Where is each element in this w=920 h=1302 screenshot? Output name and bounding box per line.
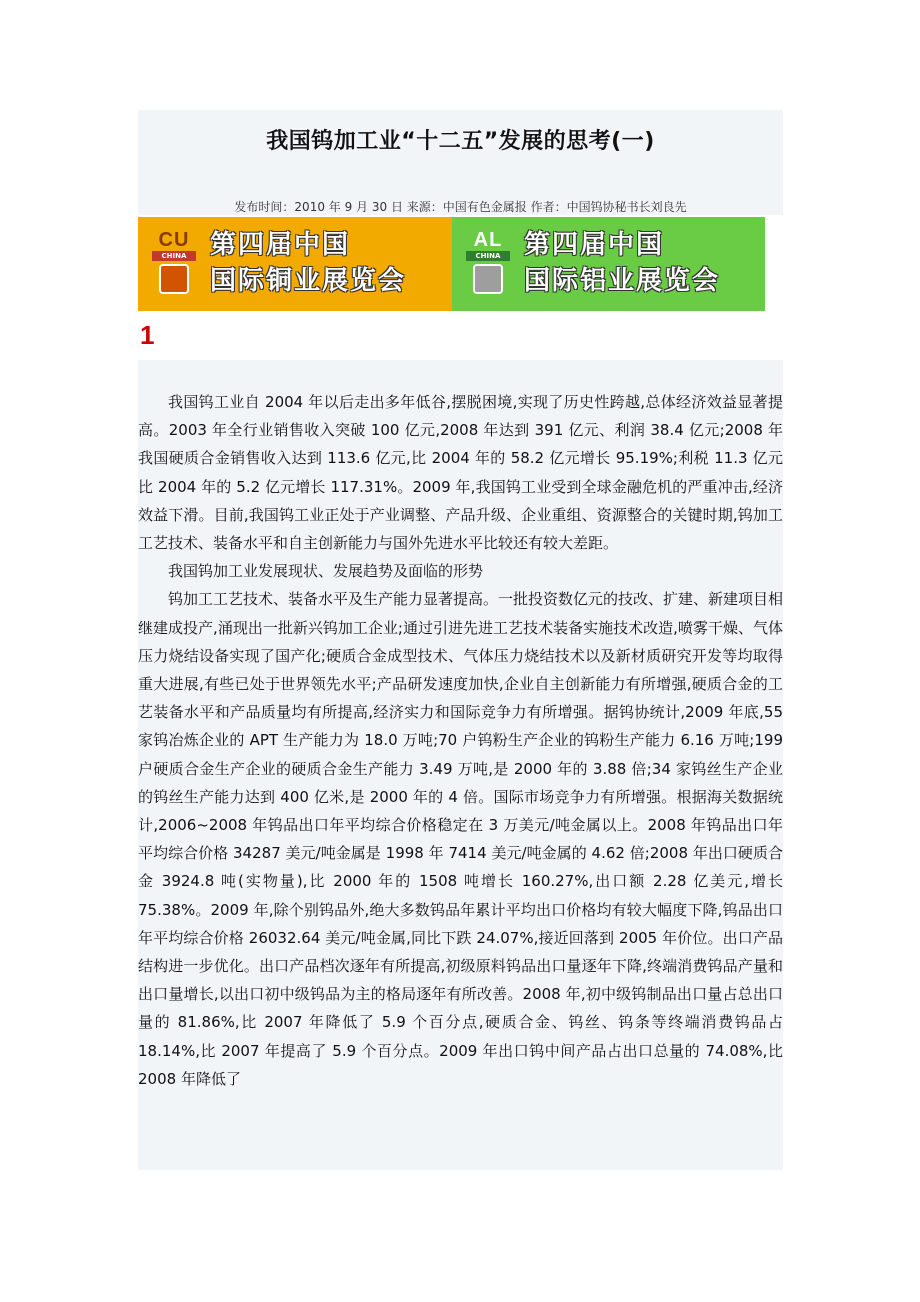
paragraph: 钨加工工艺技术、装备水平及生产能力显著提高。一批投资数亿元的技改、扩建、新建项目相继建成投产,涌现出一批新兴钨加工企业;通过引进先进工艺技术装备实施技术改造,喷雾干燥、气体压力烧结设备实现了国产化;硬质合金成型技术、气体压力烧结技术以及新材质研究开发等均取得重大进展,有些已处于世界领先水平;产品研发速度加快,企业自主创新能力有所增强,硬质合金的工艺装备水平和产品质量均有所提高,经济实力和国际竞争力有所增强。据钨协统计,2009 年底,55 家钨冶炼企业的 APT 生产能力为 18.0 万吨;70 户钨粉生产企业的钨粉生产能力 6.16 万吨;199 户硬质合金生产企业的硬质合金生产能力 3.49 万吨,是 2000 年的 3.88 倍;34 家钨丝生产企业的钨丝生产能力达到 400 亿米,是 2000 年的 4 倍。国际市场竞争力有所增强。根据海关数据统计,2006~2008 年钨品出口年平均综合价格稳定在 3 万美元/吨金属以上。2008 年钨品出口年平均综合价格 34287 美元/吨金属是 1998 年 7414 美元/吨金属的 4.62 倍;2008 年出口硬质合金 3924.8 吨(实物量),比 2000 年的 1508 吨增长 160.27%,出口额 2.28 亿美元,增长 75.38%。2009 年,除个别钨品外,绝大多数钨品年累计平均出口价格均有较大幅度下降,钨品出口年平均综合价格 26032.64 美元/吨金属,同比下跌 24.07%,接近回落到 2005 年价位。出口产品结构进一步优化。出口产品档次逐年有所提高,初级原料钨品出口量逐年下降,终端消费钨品产量和出口量增长,以出口初中级钨品为主的格局逐年有所改善。2008 年,初中级钨制品出口量占总出口量的 81.86%,比 2007 年降低了 5.9 个百分点,硬质合金、钨丝、钨条等终端消费钨品占 18.14%,比 2007 年提高了 5.9 个百分点。2009 年出口钨中间产品占出口总量的 74.08%,比 2008 年降低了 [138,590,784,1088]
aluminum-expo-banner[interactable] [452,217,765,311]
aluminum-expo-title: 第四届中国 国际铝业展览会 [524,230,721,296]
copper-expo-banner[interactable] [138,217,452,311]
copper-logo-icon: CU CHINA [152,229,196,297]
paragraph: 我国钨工业自 2004 年以后走出多年低谷,摆脱困境,实现了历史性跨越,总体经济效益显著提高。2003 年全行业销售收入突破 100 亿元,2008 年达到 391 亿元、利润 38.4 亿元;2008 年我国硬质合金销售收入达到 113.6 亿元,比 2004 年的 58.2 亿元增长 95.19%;利税 11.3 亿元比 2004 年的 5.2 亿元增长 117.31%。2009 年,我国钨工业受到全球金融危机的严重冲击,经济效益下滑。目前,我国钨工业正处于产业调整、产品升级、企业重组、资源整合的关键时期,钨加工工艺技术、装备水平和自主创新能力与国外先进水平比较还有较大差距。 [138,393,783,553]
article-meta: 发布时间：2010 年 9 月 30 日 来源：中国有色金属报 作者：中国钨协秘书长刘良先 [234,200,687,214]
copper-expo-title: 第四届中国 国际铜业展览会 [210,230,407,296]
article-title: 我国钨加工业“十二五”发展的思考(一) [266,129,655,154]
aluminum-logo-icon: AL CHINA [466,229,510,297]
article-body [138,360,783,1170]
section-heading: 我国钨加工业发展现状、发展趋势及面临的形势 [168,562,484,581]
page-number: 1 [140,320,155,350]
article-text [138,388,783,1093]
article-header [138,110,783,215]
